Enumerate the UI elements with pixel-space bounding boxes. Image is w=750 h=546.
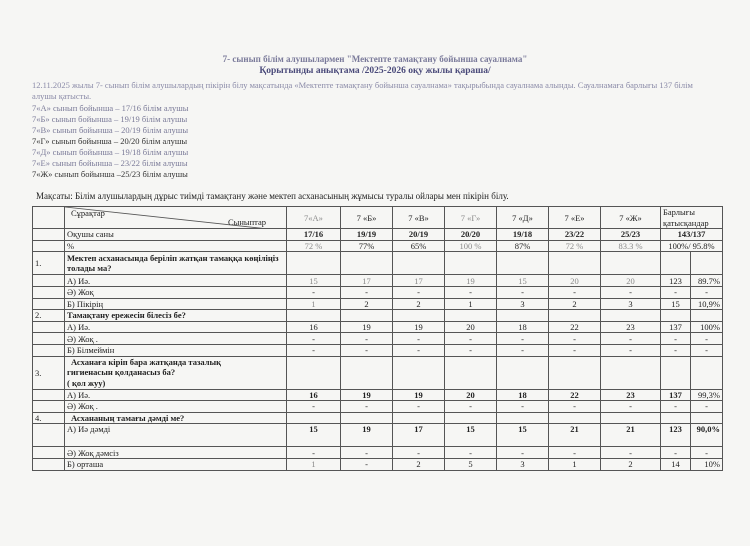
class-header: 7 «В» [393, 207, 445, 229]
answer-cell: - [341, 458, 393, 470]
answer-row [33, 275, 723, 287]
question-text-line: ( қол жуу) [67, 377, 106, 388]
answer-percent: 89.7% [691, 275, 723, 287]
answer-cell: - [497, 401, 549, 413]
answer-cell: - [393, 447, 445, 459]
percent-cell: 83.3 % [601, 240, 661, 252]
answer-cell: - [287, 447, 341, 459]
students-cell: 20/19 [393, 229, 445, 241]
answer-cell: - [549, 447, 601, 459]
answer-cell: 1 [549, 458, 601, 470]
goal-statement: Мақсаты: Білім алушылардың дұрыс тиімді тамақтану және мектеп асханасының жұмысы туралы ойлары мен пікірін білу. [36, 191, 509, 201]
answer-cell: - [341, 286, 393, 298]
class-line: 7«Б» сынып бойынша – 19/19 білім алушы [32, 114, 188, 124]
class-header: 7 «Ж» [601, 207, 661, 229]
students-cell: 23/22 [549, 229, 601, 241]
class-header: 7 «Е» [549, 207, 601, 229]
header-row [33, 207, 723, 229]
answer-cell: - [497, 286, 549, 298]
answer-cell: 3 [497, 298, 549, 310]
answer-row [33, 344, 723, 356]
answer-cell: - [393, 333, 445, 345]
students-row [33, 229, 723, 241]
question-row [33, 310, 723, 322]
answer-cell: - [601, 401, 661, 413]
question-number: 4. [33, 412, 65, 424]
answer-cell: - [497, 447, 549, 459]
answer-cell: 15 [497, 424, 549, 447]
class-line: 7«Е» сынып бойынша – 23/22 білім алушы [32, 158, 188, 168]
answer-cell: 22 [549, 321, 601, 333]
answer-cell: 2 [549, 298, 601, 310]
answer-percent: 90,0% [691, 424, 723, 447]
answer-label: Ә) Жоқ . [65, 401, 287, 413]
question-number: 3. [33, 356, 65, 389]
class-header: 7«А» [287, 207, 341, 229]
answer-percent: - [691, 286, 723, 298]
answer-count: 123 [661, 275, 691, 287]
answer-row [33, 389, 723, 401]
answer-cell: 22 [549, 389, 601, 401]
corner-header-cell [65, 207, 287, 229]
question-text-line: Асханаға кіріп бара жатқанда тазалық [71, 356, 221, 367]
classes-header: Сыныптар [227, 217, 266, 228]
answer-cell: - [341, 447, 393, 459]
answer-cell: - [341, 344, 393, 356]
answer-cell: - [287, 333, 341, 345]
answer-cell: - [393, 344, 445, 356]
answer-cell: - [549, 344, 601, 356]
answer-cell: 2 [393, 298, 445, 310]
answer-cell: 2 [601, 458, 661, 470]
answer-cell: - [601, 333, 661, 345]
students-total: 143/137 [661, 229, 723, 241]
answer-cell: - [601, 286, 661, 298]
percent-cell: 72 % [287, 240, 341, 252]
answer-percent: 10,9% [691, 298, 723, 310]
answer-label: Б) Білмеймін [65, 344, 287, 356]
answer-cell: - [601, 447, 661, 459]
answer-cell: - [393, 286, 445, 298]
students-cell: 20/20 [445, 229, 497, 241]
percent-label: % [65, 240, 287, 252]
question-text: Мектеп асханасында беріліп жатқан тамаққа көңіліңіз толады ма? [65, 252, 287, 275]
answer-row [33, 458, 723, 470]
answer-label: Б) Пікірің [65, 298, 287, 310]
answer-cell: - [287, 344, 341, 356]
intro-paragraph: 12.11.2025 жылы 7- сынып білім алушылардың пікірін білу мақсатында «Мектепте тамақтану бойынша сауалнама» тақырыбында сауалнама алынды. Сауалнамаға барлығы 137 білім алушы қатысты. [32, 80, 693, 101]
answer-cell: - [445, 344, 497, 356]
answer-cell: - [601, 344, 661, 356]
answer-cell: - [341, 401, 393, 413]
question-text [65, 356, 287, 389]
answer-cell: 5 [445, 458, 497, 470]
percent-cell: 77% [341, 240, 393, 252]
answer-cell: - [497, 333, 549, 345]
answer-row [33, 447, 723, 459]
answer-cell: 1 [445, 298, 497, 310]
percent-row [33, 240, 723, 252]
answer-label: Ә) Жоқ . [65, 333, 287, 345]
class-line: 7«В» сынып бойынша – 20/19 білім алушы [32, 125, 189, 135]
answer-cell: - [445, 401, 497, 413]
class-header: 7 «Б» [341, 207, 393, 229]
answer-cell: 15 [497, 275, 549, 287]
answer-count: - [661, 344, 691, 356]
answer-cell: 23 [601, 389, 661, 401]
answer-row [33, 424, 723, 447]
answer-cell: 23 [601, 321, 661, 333]
question-text: Тамақтану ережесін білесіз бе? [65, 310, 287, 322]
answer-cell: 1 [287, 458, 341, 470]
question-row [33, 412, 723, 424]
answer-cell: - [287, 401, 341, 413]
answer-cell: 18 [497, 321, 549, 333]
answer-cell: 20 [445, 389, 497, 401]
answer-cell: 20 [601, 275, 661, 287]
answer-cell: - [445, 286, 497, 298]
answer-percent: 99,3% [691, 389, 723, 401]
students-label: Оқушы саны [65, 229, 287, 241]
answer-count: 137 [661, 389, 691, 401]
document-title: 7- сынып білім алушылармен "Мектепте тамақтану бойынша сауалнама" [222, 54, 528, 64]
class-header: 7 «Д» [497, 207, 549, 229]
answer-cell: 19 [341, 389, 393, 401]
answer-percent: 100% [691, 321, 723, 333]
answer-cell: - [287, 286, 341, 298]
percent-cell: 87% [497, 240, 549, 252]
answer-count: - [661, 286, 691, 298]
answer-label: А) Иә. [65, 275, 287, 287]
answer-cell: - [393, 401, 445, 413]
class-participation-list [32, 103, 189, 180]
answer-percent: - [691, 401, 723, 413]
answer-cell: 3 [497, 458, 549, 470]
document-subtitle: Қорытынды анықтама /2025-2026 оқу жылы қараша/ [259, 66, 491, 76]
total-header: Барлығы қатысқандар [661, 207, 723, 229]
question-number: 2. [33, 310, 65, 322]
questions-header: Сұрақтар [71, 208, 105, 218]
survey-table [32, 206, 723, 471]
answer-percent: - [691, 333, 723, 345]
answer-cell: 20 [445, 321, 497, 333]
percent-cell: 72 % [549, 240, 601, 252]
answer-cell: 17 [341, 275, 393, 287]
answer-percent: - [691, 344, 723, 356]
answer-label: А) Иә дәмді [65, 424, 287, 447]
answer-row [33, 298, 723, 310]
answer-cell: 19 [393, 321, 445, 333]
answer-cell: - [549, 401, 601, 413]
answer-cell: 18 [497, 389, 549, 401]
answer-percent: - [691, 447, 723, 459]
answer-cell: - [341, 333, 393, 345]
percent-cell: 100 % [445, 240, 497, 252]
answer-count: - [661, 447, 691, 459]
answer-cell: - [445, 447, 497, 459]
answer-cell: 2 [341, 298, 393, 310]
class-line: 7«Г» сынып бойынша – 20/20 білім алушы [32, 136, 188, 146]
question-row [33, 356, 723, 389]
answer-row [33, 333, 723, 345]
answer-cell: 17 [393, 275, 445, 287]
answer-label: А) Иә. [65, 321, 287, 333]
answer-cell: 1 [287, 298, 341, 310]
answer-cell: 2 [393, 458, 445, 470]
students-cell: 25/23 [601, 229, 661, 241]
answer-cell: 15 [287, 275, 341, 287]
answer-cell: 15 [287, 424, 341, 447]
answer-count: - [661, 401, 691, 413]
answer-cell: 16 [287, 389, 341, 401]
answer-count: 137 [661, 321, 691, 333]
answer-cell: - [549, 286, 601, 298]
question-number: 1. [33, 252, 65, 275]
answer-count: 123 [661, 424, 691, 447]
answer-label: Б) орташа [65, 458, 287, 470]
answer-cell: - [445, 333, 497, 345]
answer-cell: 19 [341, 424, 393, 447]
answer-cell: - [497, 344, 549, 356]
class-header: 7 «Г» [445, 207, 497, 229]
answer-cell: 3 [601, 298, 661, 310]
answer-cell: 21 [601, 424, 661, 447]
answer-cell: 20 [549, 275, 601, 287]
answer-count: - [661, 333, 691, 345]
students-cell: 19/19 [341, 229, 393, 241]
answer-cell: 15 [445, 424, 497, 447]
question-row [33, 252, 723, 275]
question-text: Асхананың тамағы дәмді ме? [65, 412, 287, 424]
class-line: 7«Д» сынып бойынша – 19/18 білім алушы [32, 147, 189, 157]
percent-cell: 65% [393, 240, 445, 252]
answer-label: Ә) Жоқ [65, 286, 287, 298]
answer-count: 14 [661, 458, 691, 470]
answer-count: 15 [661, 298, 691, 310]
percent-total: 100%/ 95.8% [661, 240, 723, 252]
answer-label: А) Иә. [65, 389, 287, 401]
answer-cell: 19 [393, 389, 445, 401]
answer-cell: 19 [445, 275, 497, 287]
answer-cell: 21 [549, 424, 601, 447]
class-line: 7«А» сынып бойынша – 17/16 білім алушы [32, 103, 189, 113]
question-text-line: гигиенасын қолданасыз ба? [67, 367, 176, 378]
answer-cell: - [549, 333, 601, 345]
answer-cell: 19 [341, 321, 393, 333]
answer-row [33, 401, 723, 413]
answer-cell: 17 [393, 424, 445, 447]
answer-row [33, 286, 723, 298]
answer-percent: 10% [691, 458, 723, 470]
class-line: 7«Ж» сынып бойынша –25/23 білім алушы [32, 169, 188, 179]
answer-label: Ә) Жоқ дәмсіз [65, 447, 287, 459]
students-cell: 19/18 [497, 229, 549, 241]
answer-cell: 16 [287, 321, 341, 333]
answer-row [33, 321, 723, 333]
students-cell: 17/16 [287, 229, 341, 241]
